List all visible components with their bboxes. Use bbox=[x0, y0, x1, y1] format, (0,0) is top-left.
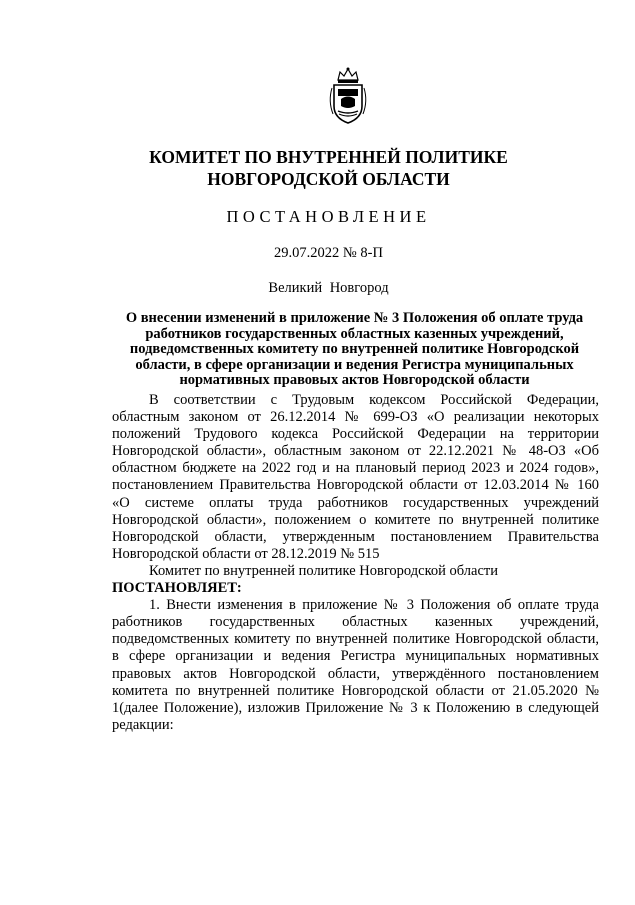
document-city: Великий Новгород bbox=[268, 280, 389, 296]
document-title: О внесении изменений в приложение № 3 Положения об оплате труда работников государственных областных казенных учреждений, подведомственных комитету по внутренней политике Новгородской области, в сфере организации и ведения Регистра муниципальных нормативных правовых актов Новгородской области bbox=[125, 310, 584, 388]
novgorod-coat-of-arms-icon bbox=[327, 66, 369, 126]
body-paragraph-1: В соответствии с Трудовым кодексом Российской Федерации, областным законом от 26.12.2014 № 699-ОЗ «О реализации некоторых положений Трудового кодекса Российской Федерации на территории Новгородской области», областным законом от 22.12.2021 № 48-ОЗ «Об областном бюджете на 2022 год и на плановый период 2023 и 2024 годов», постановлением Правительства Новгородской области от 12.03.2014 № 160 «О системе оплаты труда работников государственных учреждений Новгородской области», положением о комитете по внутренней политике Новгородской области, утвержденным постановлением Правительства Новгородской области от 28.12.2019 № 515 bbox=[112, 392, 599, 562]
body-paragraph-2: Комитет по внутренней политике Новгородской области bbox=[149, 562, 498, 579]
document-date-number: 29.07.2022 № 8-П bbox=[274, 245, 383, 261]
document-body bbox=[112, 392, 599, 734]
organization-name bbox=[0, 146, 635, 190]
org-line-2: НОВГОРОДСКОЙ ОБЛАСТИ bbox=[207, 169, 450, 189]
body-paragraph-3: 1. Внести изменения в приложение № 3 Положения об оплате труда работников государственных областных казенных учреждений, подведомственных комитету по внутренней политике Новгородской области, в сфере организации и ведения Регистра муниципальных нормативных правовых актов Новгородской области, утверждённого постановлением комитета по внутренней политике Новгородской области от 21.05.2020 № 1(далее Положение), изложив Приложение № 3 к Положению в следующей редакции: bbox=[112, 597, 599, 733]
body-resolution-word: ПОСТАНОВЛЯЕТ: bbox=[112, 580, 242, 597]
org-line-1: КОМИТЕТ ПО ВНУТРЕННЕЙ ПОЛИТИКЕ bbox=[149, 147, 508, 167]
document-type: ПОСТАНОВЛЕНИЕ bbox=[226, 207, 431, 226]
